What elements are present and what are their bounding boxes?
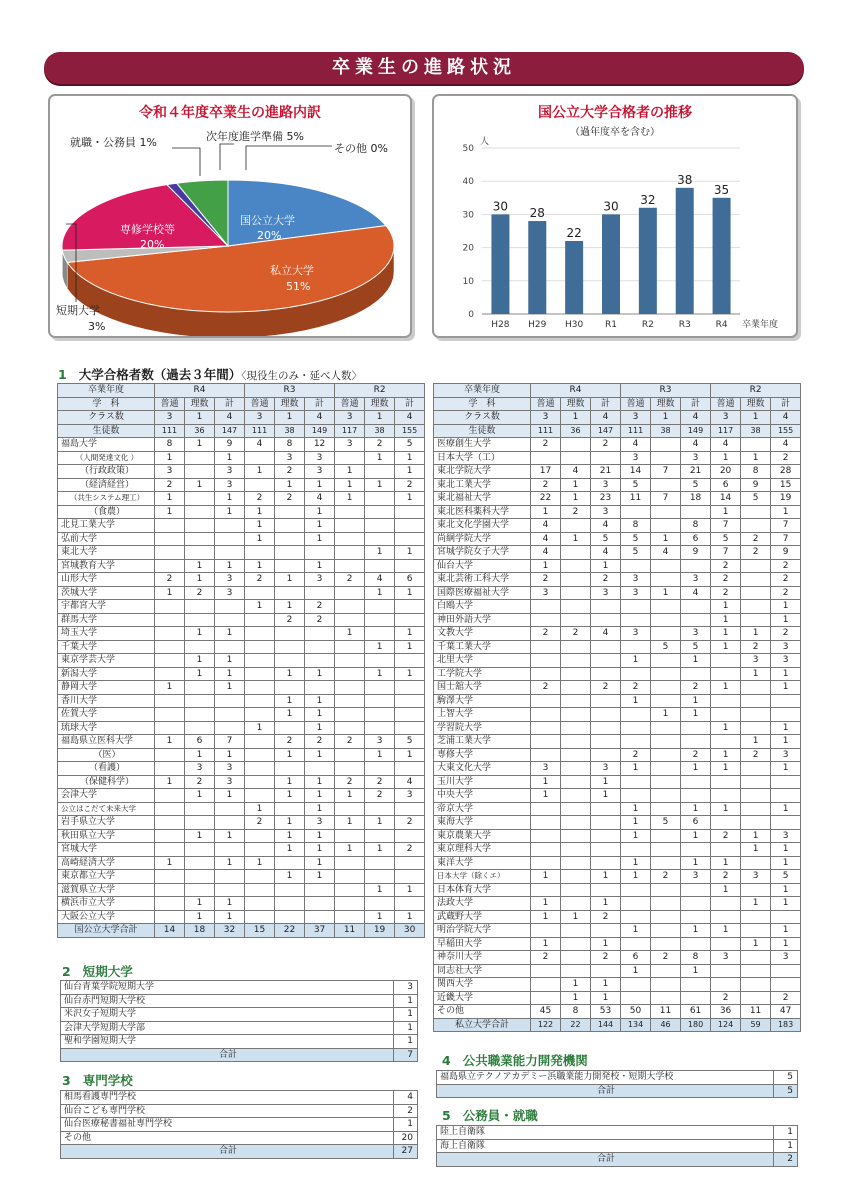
table-row: 白鴎大学 1 1	[434, 600, 801, 614]
x-axis-label: 卒業年度	[742, 320, 779, 330]
table-row: その他 45 8 53 50 11 61 36 11 47	[434, 1005, 801, 1019]
y-tick-label: 20	[462, 243, 474, 254]
x-tick-label: H29	[528, 320, 547, 330]
table-row: （医） 1 1 1 1 1 1	[58, 748, 425, 762]
table-row: 埼玉大学 1 1 1 1	[58, 627, 425, 641]
y-tick-label: 10	[462, 276, 474, 287]
table-row: 近畿大学 1 1 2 2	[434, 991, 801, 1005]
table-row: 佐賀大学 1 1	[58, 708, 425, 722]
pie-label-kokkouritsu: 国公立大学	[240, 214, 295, 227]
y-tick-label: 50	[462, 144, 474, 154]
table-row: 東北学院大学 17 4 21 14 7 21 20 8 28	[434, 465, 801, 479]
x-tick-label: H28	[491, 320, 510, 330]
pie-label-shuushoku: 就職・公務員 1%	[70, 136, 157, 149]
table-row: 宇都宮大学 1 1 2	[58, 600, 425, 614]
pie-chart-panel	[48, 94, 412, 338]
section-3-title: 3 専門学校	[62, 1073, 133, 1088]
table-row: 東京農業大学 1 1 2 1 3	[434, 829, 801, 843]
table-row: 東北芸術工科大学 2 2 3 3 2 2	[434, 573, 801, 587]
bar-R1	[602, 214, 620, 314]
table-row: 宮城学院女子大学 4 4 5 4 9 7 2 9	[434, 546, 801, 560]
national-univ-table	[57, 383, 425, 938]
header-students-row: 生徒数 111 36 147 111 38 149 117 38 155	[58, 424, 425, 438]
section-2-title: 2 短期大学	[62, 964, 133, 979]
page-title-banner	[44, 52, 804, 84]
table-row: 学習院大学 1 1	[434, 721, 801, 735]
list-item: 会津大学短期大学部 1	[61, 1021, 418, 1035]
table-row: 千葉工業大学 5 5 1 2 3	[434, 640, 801, 654]
total-row: 国公立大学合計 14 18 32 15 22 37 11 19 30	[58, 924, 425, 938]
table-row: 医療創生大学 2 2 4 4 4 4	[434, 438, 801, 452]
table-row: 東北文化学園大学 4 4 8 8 7 7	[434, 519, 801, 533]
vocational-training-table	[436, 1070, 798, 1098]
leader-line	[246, 146, 332, 170]
header-course-row: 学 科 普通 理数 計 普通 理数 計 普通 理数 計	[434, 397, 801, 411]
table-row: 東洋大学 1 1 1 1	[434, 856, 801, 870]
table-row: 東京理科大学 1 1	[434, 843, 801, 857]
table-row: 武蔵野大学 1 1 2	[434, 910, 801, 924]
header-year-row: 卒業年度 R4 R3 R2	[58, 384, 425, 398]
bar-H28	[491, 214, 509, 314]
table-row: 東北工業大学 2 1 3 5 5 6 9 15	[434, 478, 801, 492]
table-row: 弘前大学 1 1	[58, 532, 425, 546]
pie-pct-kokkouritsu: 20%	[257, 229, 282, 242]
table-row: 日本大学（工） 3 3 1 1 2	[434, 451, 801, 465]
table-row: 東北大学 1 1	[58, 546, 425, 560]
x-tick-label: H30	[565, 320, 584, 330]
pie-chart-title: 令和４年度卒業生の進路内訳	[139, 105, 321, 121]
y-unit-label: 人	[480, 137, 490, 147]
table-row: 秋田県立大学 1 1 1 1	[58, 829, 425, 843]
table-row: 横浜市立大学 1 1	[58, 897, 425, 911]
bar-value-label: 38	[677, 172, 693, 187]
header-year-row: 卒業年度 R4 R3 R2	[434, 384, 801, 398]
list-item: 聖和学園短期大学 1	[61, 1035, 418, 1049]
table-row: 群馬大学 2 2	[58, 613, 425, 627]
y-tick-label: 0	[468, 310, 474, 320]
table-row: 同志社大学 1 1	[434, 964, 801, 978]
table-row: （看護） 3 3	[58, 762, 425, 776]
total-row: 合計 2	[437, 1153, 798, 1167]
table-row: 神田外語大学 1 1	[434, 613, 801, 627]
table-row: 日本大学（除くエ） 1 1 1 2 3 2 3 5	[434, 870, 801, 884]
bar-chart-title: 国公立大学合格者の推移	[538, 105, 692, 121]
table-row: 芝浦工業大学 1 1	[434, 735, 801, 749]
private-univ-table	[433, 383, 801, 1032]
table-row: （経済経営） 2 1 3 1 1 1 1 2	[58, 478, 425, 492]
table-row: 国士舘大学 2 2 2 2 1 1	[434, 681, 801, 695]
bar-value-label: 22	[566, 225, 582, 240]
list-item: 仙台赤門短期大学校 1	[61, 994, 418, 1008]
table-row: 大阪公立大学 1 1 1 1	[58, 910, 425, 924]
table-row: （人間発達文化 ） 1 1 3 3 1 1	[58, 451, 425, 465]
table-row: 国際医療福祉大学 3 3 3 1 4 2 2	[434, 586, 801, 600]
table-row: 明治学院大学 1 1 1 1	[434, 924, 801, 938]
total-row: 私立大学合計 122 22 144 134 46 180 124 59 183	[434, 1018, 801, 1032]
bar-value-label: 28	[529, 206, 545, 221]
table-row: 玉川大学 1 1	[434, 775, 801, 789]
bar-R2	[639, 208, 657, 314]
table-row: 東海大学 1 5 6	[434, 816, 801, 830]
x-tick-label: R1	[605, 320, 617, 330]
table-row: 宮城教育大学 1 1 1 1	[58, 559, 425, 573]
table-row: 北里大学 1 1 3 3	[434, 654, 801, 668]
table-row: 工学院大学 1 1	[434, 667, 801, 681]
bar-chart	[434, 96, 796, 336]
table-row: 琉球大学 1 1	[58, 721, 425, 735]
pie-label-senshu: 専修学校等	[120, 223, 175, 236]
list-item: 海上自衛隊 1	[437, 1139, 798, 1153]
table-row: 東北医科薬科大学 1 2 3 1 1	[434, 505, 801, 519]
table-row: （保健科学） 1 2 3 1 1 2 2 4	[58, 775, 425, 789]
pie-label-shiritsu: 私立大学	[270, 264, 314, 277]
bar-H29	[528, 221, 546, 314]
list-item: その他 20	[61, 1131, 418, 1145]
table-row: 宮城大学 1 1 1 1 2	[58, 843, 425, 857]
total-row: 合計 7	[61, 1048, 418, 1062]
table-row: 新潟大学 1 1 1 1 1 1	[58, 667, 425, 681]
x-tick-label: R3	[678, 320, 691, 330]
bar-chart-panel	[432, 94, 798, 338]
y-tick-label: 30	[462, 210, 474, 221]
section-1-title: 1 大学合格者数（過去３年間）〈現役生のみ・延べ人数〉	[58, 367, 362, 382]
table-row: 仙台大学 1 1 2 2	[434, 559, 801, 573]
table-row: 法政大学 1 1 1 1	[434, 897, 801, 911]
table-row: 岩手県立大学 2 1 3 1 1 2	[58, 816, 425, 830]
pie-pct-shiritsu: 51%	[286, 280, 311, 293]
section-4-title: 4 公共職業能力開発機関	[442, 1053, 588, 1068]
table-row: 滋賀県立大学 1 1	[58, 883, 425, 897]
list-item: 相馬看護専門学校 4	[61, 1091, 418, 1105]
table-row: 千葉大学 1 1	[58, 640, 425, 654]
list-item: 陸上自衛隊 1	[437, 1126, 798, 1140]
bar-R4	[713, 198, 731, 314]
x-tick-label: R4	[715, 320, 728, 330]
bar-value-label: 35	[713, 182, 730, 197]
bar-value-label: 32	[640, 192, 656, 207]
header-students-row: 生徒数 111 36 147 111 38 149 117 38 155	[434, 424, 801, 438]
bar-value-label: 30	[492, 199, 509, 214]
list-item: 仙台医療秘書福祉専門学校 1	[61, 1118, 418, 1132]
table-row: 香川大学 1 1	[58, 694, 425, 708]
table-row: 関西大学 1 1	[434, 978, 801, 992]
page-title: 卒業生の進路状況	[332, 57, 516, 78]
table-row: （食農） 1 1 1 1	[58, 505, 425, 519]
header-course-row: 学 科 普通 理数 計 普通 理数 計 普通 理数 計	[58, 397, 425, 411]
table-row: 福島大学 8 1 9 4 8 12 3 2 5	[58, 438, 425, 452]
table-row: （共生システム理工） 1 1 2 2 4 1 1	[58, 492, 425, 506]
table-row: 会津大学 1 1 1 1 1 2 3	[58, 789, 425, 803]
bar-value-label: 30	[603, 199, 619, 214]
pie-pct-tanki: 3%	[88, 320, 106, 333]
table-row: 静岡大学 1 1	[58, 681, 425, 695]
total-row: 合計 5	[437, 1084, 798, 1098]
table-row: 専修大学 2 2 1 2 3	[434, 748, 801, 762]
junior-college-table	[60, 980, 418, 1062]
table-row: 高崎経済大学 1 1 1 1	[58, 856, 425, 870]
pie-label-tanki: 短期大学	[56, 304, 100, 317]
employment-table	[436, 1125, 798, 1167]
leader-line	[172, 148, 200, 176]
table-row: 北見工業大学 1 1	[58, 519, 425, 533]
pie-label-jinendo: 次年度進学準備 5%	[206, 130, 304, 143]
table-row: 東京学芸大学 1 1	[58, 654, 425, 668]
table-row: 東京都立大学 1 1	[58, 870, 425, 884]
table-row: 福島県立医科大学 1 6 7 2 2 2 3 5	[58, 735, 425, 749]
table-row: 尚絅学院大学 4 1 5 5 1 6 5 2 7	[434, 532, 801, 546]
list-item: 仙台こども専門学校 2	[61, 1104, 418, 1118]
header-class-row: クラス数 3 1 4 3 1 4 3 1 4	[434, 411, 801, 425]
leader-line	[220, 144, 234, 170]
table-row: 帝京大学 1 1 1 1	[434, 802, 801, 816]
table-row: （行政政策） 3 3 1 2 3 1 1	[58, 465, 425, 479]
list-item: 福島県立テクノアカデミー浜職業能力開発校・短期大学校 5	[437, 1071, 798, 1085]
pie-pct-senshu: 20%	[140, 238, 165, 251]
pie-label-sonota: その他 0%	[334, 142, 388, 155]
table-row: 日本体育大学 1 1	[434, 883, 801, 897]
pie-chart	[50, 96, 410, 336]
table-row: 文教大学 2 2 4 3 3 1 1 2	[434, 627, 801, 641]
list-item: 仙台青葉学院短期大学 3	[61, 981, 418, 995]
table-row: 駒澤大学 1 1	[434, 694, 801, 708]
table-row: 東北福祉大学 22 1 23 11 7 18 14 5 19	[434, 492, 801, 506]
x-tick-label: R2	[641, 320, 654, 330]
bar-H30	[565, 241, 583, 314]
table-row: 上智大学 1 1	[434, 708, 801, 722]
section-5-title: 5 公務員・就職	[442, 1108, 538, 1123]
total-row: 合計 27	[61, 1145, 418, 1159]
table-row: 公立はこだて未来大学 1 1	[58, 802, 425, 816]
table-row: 山形大学 2 1 3 2 1 3 2 4 6	[58, 573, 425, 587]
table-row: 神奈川大学 2 2 6 2 8 3 3	[434, 951, 801, 965]
bar-chart-subtitle: （過年度卒を含む）	[570, 127, 660, 138]
table-row: 中央大学 1 1	[434, 789, 801, 803]
bar-R3	[676, 188, 694, 314]
table-row: 茨城大学 1 2 3 1 1	[58, 586, 425, 600]
header-class-row: クラス数 3 1 4 3 1 4 3 1 4	[58, 411, 425, 425]
vocational-school-table	[60, 1090, 418, 1159]
list-item: 米沢女子短期大学 1	[61, 1008, 418, 1022]
table-row: 早稲田大学 1 1 1 1	[434, 937, 801, 951]
table-row: 大東文化大学 3 3 1 1 1 1	[434, 762, 801, 776]
y-tick-label: 40	[462, 177, 474, 188]
